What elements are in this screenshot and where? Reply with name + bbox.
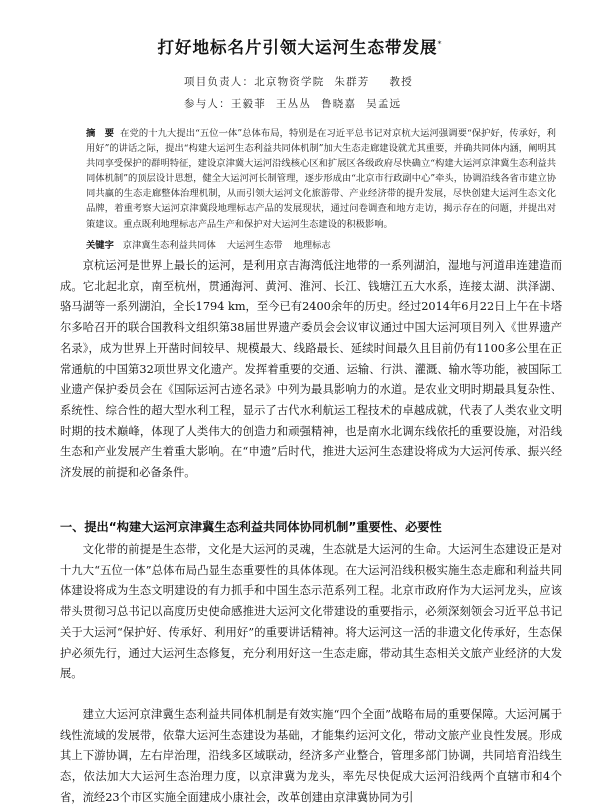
project-lead-label: 项目负责人：: [184, 76, 255, 88]
keyword: 地理标志: [293, 240, 331, 251]
project-lead-role: 教授: [389, 76, 413, 88]
keywords-line: [86, 237, 556, 251]
members-line: [184, 96, 401, 111]
intro-paragraph: 京杭运河是世界上最长的运河，是利用京吉海湾低注地带的一系列湖泊，湿地与河道串连建造而成。它北起北京，南至杭州，贯通海河、黄河、淮河、长江、钱塘江五大水系，连接太湖、洪泽湖、骆马湖等一系列湖泊，全长1794 km，至今已有2400余年的历史。经过2014年6月22日上午在卡塔尔多哈召开的联合国教科文组织第38届世界遗产委员会会议审议通过中国大运河项目列入《世界遗产名录》，成为世界上开凿时间较早、规模最大、线路最长、延续时间最久且目前仍有1100多公里在正常通航的中国第32项世界文化遗产。发挥着重要的交通、运输、行洪、灌溉、输水等功能，被国际工业遗产保护委员会在《国际运河古迹名录》中列为最具影响力的水道。是农业文明时期最具复杂性、系统性、综合性的超大型水利工程，显示了古代水利航运工程技术的卓越成就，代表了人类农业文明时期的技术巅峰，体现了人类伟大的创造力和顽强精神，也是南水北调东线依托的重要设施，对沿线生态和产业发展产生着重大影响。在“申遗”后时代，推进大运河生态建设将成为大运河传承、振兴经济发展的前提和必备条件。: [60, 259, 562, 480]
paper-title: [0, 34, 600, 58]
abstract-block: [86, 126, 556, 232]
section-paragraph-2: 建立大运河京津冀生态利益共同体机制是有效实施“四个全面”战略布局的重要保障。大运河属于线性流域的发展带，依靠大运河生态建设为基础，才能集约运河文化，带动文旅产业良性发展。形成其上下游协调，左右岸治理，沿线多区域联动，经济多产业整合，管理多部门协调，共同培育沿线生态，依法加大大运河生态治理力度，以京津冀为龙头，率先尽快促成大运河沿线两个直辖市和4个省，流经23个市区实施全面建成小康社会，改革创建由京津冀协同为引: [60, 708, 562, 804]
abstract-text: 在党的十九大提出“五位一体”总体布局，特别是在习近平总书记对京杭大运河强调要“保护好，传承好，利用好”的讲话之际，提出“构建大运河生态利益共同体机制”加大生态走廊建设就尤其重要，并确共同体内涵，阐明其共同享受保护的群明特征，建设京津冀大运河沿线核心区和扩展区各级政府尽快确立“构建大运河京津冀生态利益共同体机制”的顶层设计思想，健全大运河河长制管理，逐步形成由“北京市行政副中心”牵头，协调沿线各省市建立协同共赢的生态走廊整体治理机制，从而引领大运河文化旅游带、产业经济带的提升发展，尽快创建大运河生态文化品牌，着重考察大运河京津冀段地理标志产品的发展现状，通过问卷调查和地方走访，揭示存在的问题，并提出对策建议。重点既利地理标志产品生产和保护对大运河生态建设的积极影响。: [86, 128, 556, 230]
keyword: 大运河生态带: [226, 240, 283, 251]
project-lead-line: [184, 74, 413, 89]
members-label: 参与人：: [184, 98, 231, 110]
keywords-label: 关键字: [86, 240, 114, 251]
project-lead-org: 北京物资学院: [254, 76, 325, 88]
paper-title-text: 打好地标名片引领大运河生态带发展: [157, 38, 438, 57]
section-heading: 一、提出“构建大运河京津冀生态利益共同体协同机制”重要性、必要性: [60, 520, 442, 534]
member-name: 王丛丛: [275, 98, 312, 110]
member-name: 吴孟远: [366, 98, 402, 110]
title-footnote-mark: *: [437, 39, 443, 49]
project-lead-name: 朱群芳: [334, 76, 370, 88]
member-name: 王毅菲: [230, 98, 266, 110]
keyword: 京津冀生态利益共同体: [122, 240, 216, 251]
section-paragraph-1: 文化带的前提是生态带，文化是大运河的灵魂，生态就是大运河的生命。大运河生态建设正是对十九大“五位一体”总体布局凸显生态重要性的具体体现。在大运河沿线积极实施生态走廊和利益共同体建设将成为生态文明建设的有力抓手和中国生态示范系列工程。北京市政府作为大运河龙头，应该带头贯彻习总书记以高度历史使命感推进大运河文化带建设的重要指示，必须深刻领会习近平总书记关于大运河“保护好、传承好、利用好”的重要讲话精神。将大运河这一活的非遗文化传承好，生态保护必须先行，通过大运河生态修复，充分利用好这一生态走廊，带动其生态相关文旅产业经济的大发展。: [60, 543, 562, 681]
abstract-label: 摘 要: [86, 128, 115, 139]
member-name: 鲁晓嘉: [321, 98, 357, 110]
